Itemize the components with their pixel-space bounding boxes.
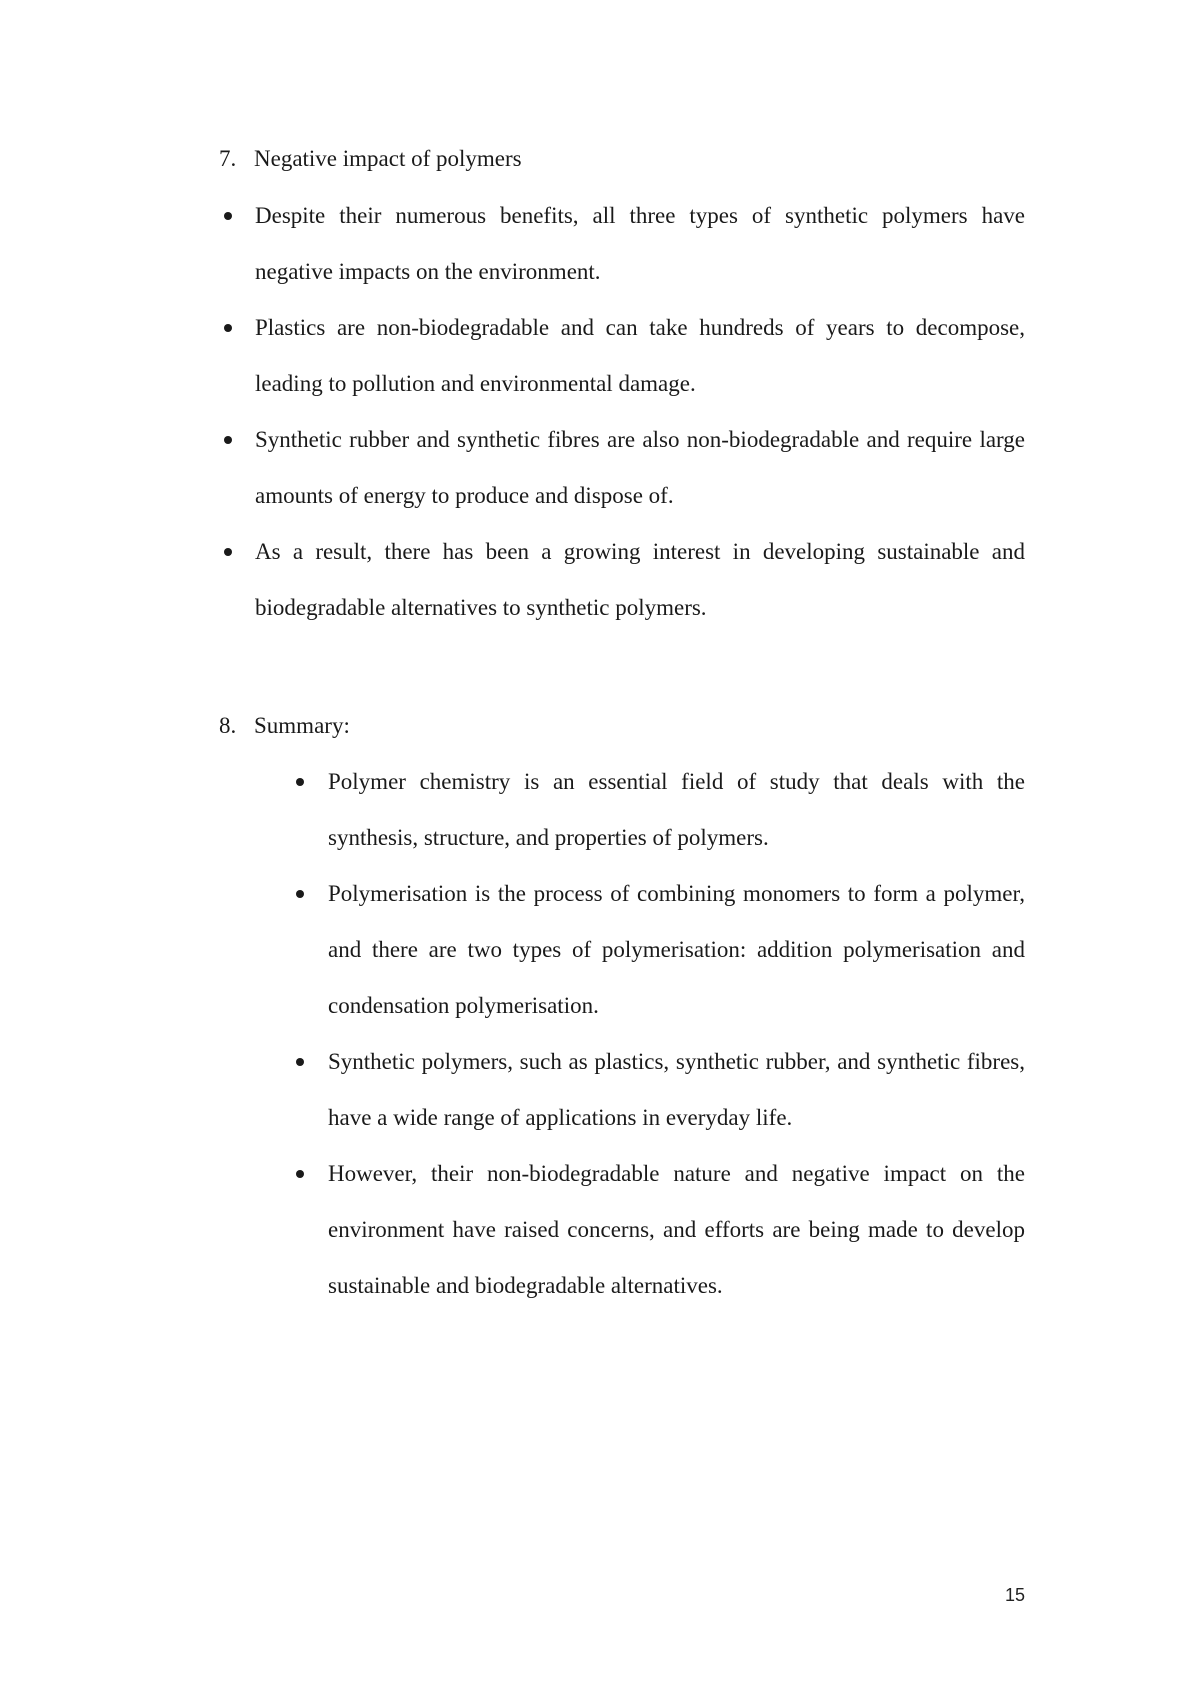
bullet-text: As a result, there has been a growing interest in developing sustainable and biodegradable alternatives to synthetic polymers. [255, 539, 1025, 620]
bullet-icon [224, 212, 232, 220]
section-number: 8. [219, 713, 237, 738]
section-title: Summary: [254, 713, 350, 738]
bullet-item [328, 1034, 1025, 1146]
bullet-text: Synthetic polymers, such as plastics, synthetic rubber, and synthetic fibres, have a wide range of applications in everyday life. [328, 1049, 1025, 1130]
bullet-text: Plastics are non-biodegradable and can take hundreds of years to decompose, leading to pollution and environmental damage. [255, 315, 1025, 396]
bullet-icon [224, 324, 232, 332]
bullet-item [328, 1146, 1025, 1314]
page-number: 15 [1004, 1585, 1025, 1605]
bullet-item [255, 188, 1025, 300]
bullet-item [255, 300, 1025, 412]
bullet-icon [224, 436, 232, 444]
bullet-text: Polymerisation is the process of combining monomers to form a polymer, and there are two types of polymerisation: addition polymerisation and condensation polymerisation. [328, 881, 1025, 1018]
bullet-list [328, 754, 1025, 1314]
bullet-icon [296, 778, 304, 786]
bullet-item [255, 412, 1025, 524]
bullet-text: Polymer chemistry is an essential field of study that deals with the synthesis, structure, and properties of polymers. [328, 769, 1025, 850]
section-number: 7. [219, 146, 237, 171]
bullet-item [328, 754, 1025, 866]
bullet-item [328, 866, 1025, 1034]
bullet-text: Synthetic rubber and synthetic fibres are also non-biodegradable and require large amounts of energy to produce and dispose of. [255, 427, 1025, 508]
bullet-item [255, 524, 1025, 636]
bullet-text: Despite their numerous benefits, all three types of synthetic polymers have negative impacts on the environment. [255, 203, 1025, 284]
bullet-text: However, their non-biodegradable nature and negative impact on the environment have raised concerns, and efforts are being made to develop sustainable and biodegradable alternatives. [328, 1161, 1025, 1298]
section-title: Negative impact of polymers [254, 146, 522, 171]
bullet-icon [296, 890, 304, 898]
bullet-list [255, 188, 1025, 636]
bullet-icon [296, 1058, 304, 1066]
bullet-icon [224, 548, 232, 556]
bullet-icon [296, 1170, 304, 1178]
